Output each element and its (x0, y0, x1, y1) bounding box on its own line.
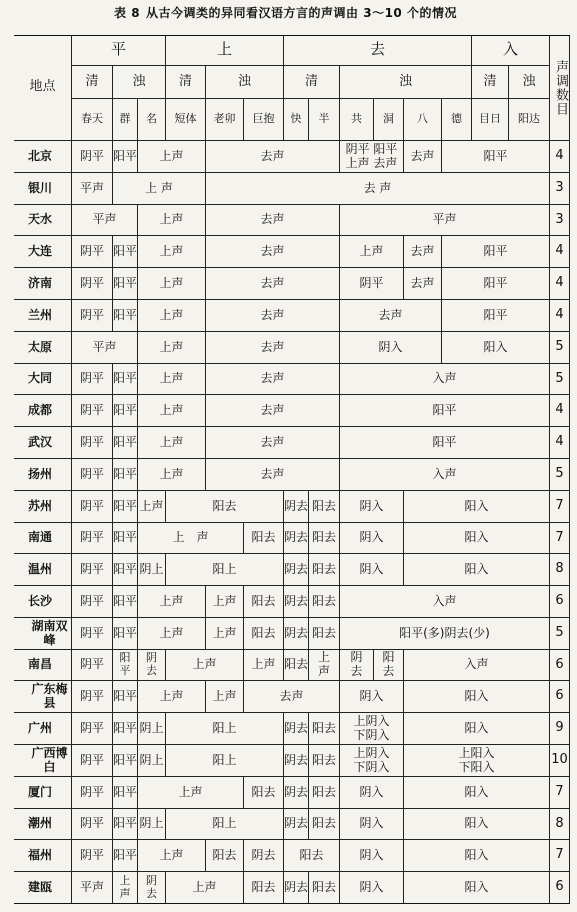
tone-cell: 阳平(多)阴去(少) (340, 618, 550, 650)
caption-title: 从古今调类的异同看汉语方言的声调由 3～10 个的情况 (146, 5, 457, 20)
tone-cell: 去声 (206, 205, 340, 236)
tone-cell: 阴入 (340, 840, 404, 872)
tone-cell: 阳去 (284, 840, 340, 872)
tone-cell: 上声 (138, 586, 206, 618)
tone-cell: 阴平 (72, 364, 113, 395)
muddy-header: 浊 (113, 66, 166, 99)
tone-cell: 去声 (404, 236, 442, 268)
tone-cell: 阴平 (72, 777, 113, 809)
tone-cell: 上声 (244, 650, 284, 681)
tone-cell: 阳入 (404, 809, 550, 840)
tone-cell: 去声 (404, 268, 442, 300)
tone-cell: 阳平 (340, 395, 550, 427)
place-name: 南通 (14, 523, 72, 554)
location-header: 地点 (14, 35, 72, 141)
tone-cell: 上声 (138, 459, 206, 491)
tone-cell: 去声 (206, 427, 340, 459)
tone-cell: 阳平 (442, 236, 550, 268)
tone-cell: 上阴入 下阴入 (340, 713, 404, 745)
example-char: 名 (138, 99, 166, 141)
tone-cell: 去声 (404, 141, 442, 173)
tone-cell: 阴平 (72, 236, 113, 268)
tone-cell: 上声 (166, 872, 244, 904)
tone-count-header: 声调数目 (550, 35, 570, 141)
tone-cell: 阴平 (72, 395, 113, 427)
tone-count: 4 (550, 395, 570, 427)
place-name: 温州 (14, 554, 72, 586)
tone-cell: 阴 去 (138, 872, 166, 904)
tone-cell: 阴入 (340, 491, 404, 523)
example-char: 共 (340, 99, 374, 141)
tone-cell: 阴去 (284, 872, 309, 904)
tone-cell: 上声 (138, 268, 206, 300)
tone-cell: 上 声 (113, 173, 206, 205)
example-char: 春天 (72, 99, 113, 141)
tone-cell: 阴平 (72, 618, 113, 650)
tone-cell: 阳平 (113, 364, 138, 395)
place-name: 福州 (14, 840, 72, 872)
tone-count: 4 (550, 300, 570, 332)
tone-cell: 上声 (138, 427, 206, 459)
tone-cell: 阴平 (72, 141, 113, 173)
tone-count: 4 (550, 236, 570, 268)
tone-count: 5 (550, 332, 570, 364)
tone-count: 6 (550, 586, 570, 618)
place-name: 成都 (14, 395, 72, 427)
tone-count: 4 (550, 141, 570, 173)
tone-cell: 上声 (206, 618, 244, 650)
example-char: 短体 (166, 99, 206, 141)
place-name: 济南 (14, 268, 72, 300)
tone-cell: 阳去 (284, 650, 309, 681)
tone-cell: 阳去 (244, 586, 284, 618)
tone-cell: 阳平 (113, 713, 138, 745)
tone-cell: 阳平 (113, 618, 138, 650)
tone-count: 5 (550, 364, 570, 395)
place-name: 建瓯 (14, 872, 72, 904)
place-name: 潮州 (14, 809, 72, 840)
tone-cell: 阳上 (166, 713, 284, 745)
tone-cell: 平声 (72, 205, 138, 236)
tone-cell: 上声 (138, 491, 166, 523)
place-name: 长沙 (14, 586, 72, 618)
tone-cell: 阴上 (138, 745, 166, 777)
tone-cell: 阳平 (113, 141, 138, 173)
tone-cell: 阴去 (284, 586, 309, 618)
tone-cell: 阳平 (340, 427, 550, 459)
example-char: 八 (404, 99, 442, 141)
tone-cell: 入声 (340, 364, 550, 395)
tone-cell: 阴去 (284, 491, 309, 523)
tone-cell: 阳去 (309, 523, 340, 554)
tone-cell: 上声 (138, 141, 206, 173)
tone-cell: 上 声 (309, 650, 340, 681)
tone-count: 7 (550, 840, 570, 872)
tone-cell: 阳去 (309, 745, 340, 777)
tone-count: 6 (550, 681, 570, 713)
tone-cell: 平声 (72, 332, 138, 364)
tone-cell: 阴去 (284, 618, 309, 650)
tone-cell: 上阳入 下阳入 (404, 745, 550, 777)
tone-cell: 去声 (206, 332, 340, 364)
tone-cell: 阳去 (309, 713, 340, 745)
tone-cell: 阴去 (284, 745, 309, 777)
tone-count: 5 (550, 459, 570, 491)
tone-cell: 阳平 (113, 523, 138, 554)
group-header: 入 (472, 35, 550, 66)
tone-cell: 阳入 (404, 491, 550, 523)
place-name: 大连 (14, 236, 72, 268)
tone-cell: 去声 (206, 141, 340, 173)
tone-count: 6 (550, 872, 570, 904)
clear-header: 清 (72, 66, 113, 99)
place-name: 苏州 (14, 491, 72, 523)
tone-cell: 阴入 (340, 872, 404, 904)
place-name: 兰州 (14, 300, 72, 332)
tone-count: 7 (550, 777, 570, 809)
tone-cell: 阴平 (72, 840, 113, 872)
tone-cell: 上声 (166, 650, 244, 681)
place-name: 扬州 (14, 459, 72, 491)
tone-cell: 阳去 (309, 809, 340, 840)
tone-cell: 阳去 (309, 554, 340, 586)
tone-cell: 阴平 (72, 809, 113, 840)
tone-cell: 去声 (206, 459, 340, 491)
tone-cell: 阳平 (113, 777, 138, 809)
tone-cell: 阳 去 (374, 650, 404, 681)
tone-cell: 上声 (138, 840, 206, 872)
tone-cell: 去声 (244, 681, 340, 713)
tone-cell: 阴平 (72, 681, 113, 713)
tone-cell: 阴去 (244, 840, 284, 872)
tone-cell: 阳平 (113, 459, 138, 491)
place-name: 北京 (14, 141, 72, 173)
tone-count: 7 (550, 523, 570, 554)
tone-cell: 阳入 (404, 681, 550, 713)
tone-cell: 阴平 (72, 650, 113, 681)
tone-cell: 去声 (206, 268, 340, 300)
tone-cell: 阳去 (244, 618, 284, 650)
tone-cell: 阳平 (442, 141, 550, 173)
tone-count: 10 (550, 745, 570, 777)
tone-cell: 阳平 (113, 491, 138, 523)
tone-cell: 阳上 (166, 809, 284, 840)
tone-count: 4 (550, 268, 570, 300)
tone-cell: 阴上 (138, 554, 166, 586)
place-name: 湖南双峰 (14, 618, 72, 650)
tone-cell: 阴平 (72, 300, 113, 332)
tone-cell: 入声 (340, 459, 550, 491)
tone-cell: 阳 平 (113, 650, 138, 681)
tone-cell: 上阴入 下阴入 (340, 745, 404, 777)
tone-cell: 上声 (138, 618, 206, 650)
tone-cell: 上声 (138, 681, 206, 713)
tone-count: 8 (550, 809, 570, 840)
tone-cell: 上声 (206, 586, 244, 618)
tone-cell: 阴入 (340, 809, 404, 840)
tone-cell: 阳平 (113, 745, 138, 777)
tone-cell: 上声 (340, 236, 404, 268)
place-name: 大同 (14, 364, 72, 395)
tone-cell: 阴平 (72, 586, 113, 618)
place-name: 广西博白 (14, 745, 72, 777)
tone-cell: 去声 (206, 395, 340, 427)
tone-count: 4 (550, 427, 570, 459)
tone-cell: 阳去 (309, 586, 340, 618)
tone-cell: 上声 (138, 332, 206, 364)
group-header: 上 (166, 35, 284, 66)
place-name: 武汉 (14, 427, 72, 459)
place-name: 广州 (14, 713, 72, 745)
tone-count: 9 (550, 713, 570, 745)
tone-cell: 入声 (404, 650, 550, 681)
example-char: 半 (309, 99, 340, 141)
tone-cell: 平声 (72, 872, 113, 904)
tone-count: 3 (550, 173, 570, 205)
muddy-header: 浊 (340, 66, 472, 99)
tone-cell: 阳平 (113, 395, 138, 427)
tone-cell: 阳去 (309, 618, 340, 650)
example-char: 洞 (374, 99, 404, 141)
example-char: 巨抱 (244, 99, 284, 141)
tone-cell: 阴平 (72, 745, 113, 777)
example-char: 目日 (472, 99, 509, 141)
tone-cell: 阳入 (442, 332, 550, 364)
tone-cell: 上声 (138, 395, 206, 427)
tone-cell: 阳入 (404, 840, 550, 872)
tone-cell: 上声 (138, 777, 244, 809)
tone-cell: 阳平 (113, 840, 138, 872)
clear-header: 清 (472, 66, 509, 99)
tone-cell: 阳平 (113, 236, 138, 268)
tone-cell: 阴平 阳平 上声 去声 (340, 141, 404, 173)
tone-cell: 阳去 (309, 777, 340, 809)
example-char: 德 (442, 99, 472, 141)
tone-cell: 阳平 (113, 300, 138, 332)
tone-count: 6 (550, 650, 570, 681)
group-header: 平 (72, 35, 166, 66)
tone-cell: 阴上 (138, 713, 166, 745)
tone-cell: 阳上 (166, 745, 284, 777)
place-name: 厦门 (14, 777, 72, 809)
tone-cell: 阴平 (340, 268, 404, 300)
tone-cell: 阳平 (113, 554, 138, 586)
tone-count: 3 (550, 205, 570, 236)
tone-cell: 阴去 (284, 554, 309, 586)
tone-cell: 阴平 (72, 491, 113, 523)
example-char: 老卯 (206, 99, 244, 141)
tone-cell: 入声 (340, 586, 550, 618)
tone-cell: 阴 去 (138, 650, 166, 681)
tone-cell: 阳去 (166, 491, 284, 523)
tone-cell: 上声 (206, 681, 244, 713)
tone-cell: 阴入 (340, 777, 404, 809)
tone-count: 5 (550, 618, 570, 650)
tone-cell: 去声 (340, 300, 442, 332)
tone-cell: 阳入 (404, 554, 550, 586)
tone-cell: 上声 (138, 300, 206, 332)
muddy-header: 浊 (509, 66, 550, 99)
tone-cell: 阴平 (72, 459, 113, 491)
tone-cell: 阳平 (113, 268, 138, 300)
tone-cell: 阴上 (138, 809, 166, 840)
tone-cell: 阴 去 (340, 650, 374, 681)
clear-header: 清 (166, 66, 206, 99)
tone-cell: 阴平 (72, 554, 113, 586)
tone-cell: 阴去 (284, 809, 309, 840)
tone-cell: 阴平 (72, 268, 113, 300)
tone-cell: 上 声 (113, 872, 138, 904)
place-name: 太原 (14, 332, 72, 364)
tone-cell: 阴入 (340, 554, 404, 586)
tone-cell: 去声 (206, 300, 340, 332)
tone-cell: 阳平 (442, 300, 550, 332)
muddy-header: 浊 (206, 66, 284, 99)
example-char: 快 (284, 99, 309, 141)
tone-cell: 阳去 (309, 872, 340, 904)
tone-cell: 阴去 (284, 713, 309, 745)
tone-cell: 阳去 (244, 777, 284, 809)
group-header: 去 (284, 35, 472, 66)
place-name: 天水 (14, 205, 72, 236)
tone-cell: 阳平 (442, 268, 550, 300)
tone-cell: 上声 (138, 236, 206, 268)
tone-cell: 阳上 (166, 554, 284, 586)
tone-cell: 阳入 (404, 777, 550, 809)
tone-cell: 阳去 (206, 840, 244, 872)
tone-cell: 上声 (138, 364, 206, 395)
tone-cell: 阳去 (244, 872, 284, 904)
tone-count: 7 (550, 491, 570, 523)
caption-label: 表 8 (114, 5, 141, 20)
place-name: 南昌 (14, 650, 72, 681)
tone-cell: 上声 (138, 205, 206, 236)
tone-cell: 阴平 (72, 523, 113, 554)
tone-cell: 阳去 (309, 491, 340, 523)
tone-count: 8 (550, 554, 570, 586)
tone-cell: 平声 (340, 205, 550, 236)
example-char: 群 (113, 99, 138, 141)
tone-cell: 阳入 (404, 523, 550, 554)
tone-cell: 去声 (206, 236, 340, 268)
tone-cell: 阳平 (113, 809, 138, 840)
tone-cell: 上 声 (138, 523, 244, 554)
tone-cell: 去声 (206, 364, 340, 395)
tone-cell: 阳平 (113, 427, 138, 459)
example-char: 阳达 (509, 99, 550, 141)
tone-cell: 阴平 (72, 713, 113, 745)
tone-cell: 阴入 (340, 332, 442, 364)
tone-cell: 阴平 (72, 427, 113, 459)
tone-cell: 阴去 (284, 523, 309, 554)
place-name: 广东梅县 (14, 681, 72, 713)
tone-cell: 阳入 (404, 713, 550, 745)
tone-cell: 阳入 (404, 872, 550, 904)
tone-cell: 阴入 (340, 523, 404, 554)
tone-cell: 去 声 (206, 173, 550, 205)
tone-cell: 阴去 (284, 777, 309, 809)
clear-header: 清 (284, 66, 340, 99)
tone-cell: 阴入 (340, 681, 404, 713)
place-name: 银川 (14, 173, 72, 205)
tone-cell: 平声 (72, 173, 113, 205)
tone-cell: 阳平 (113, 586, 138, 618)
tone-cell: 阳去 (244, 523, 284, 554)
tone-cell: 阳平 (113, 681, 138, 713)
